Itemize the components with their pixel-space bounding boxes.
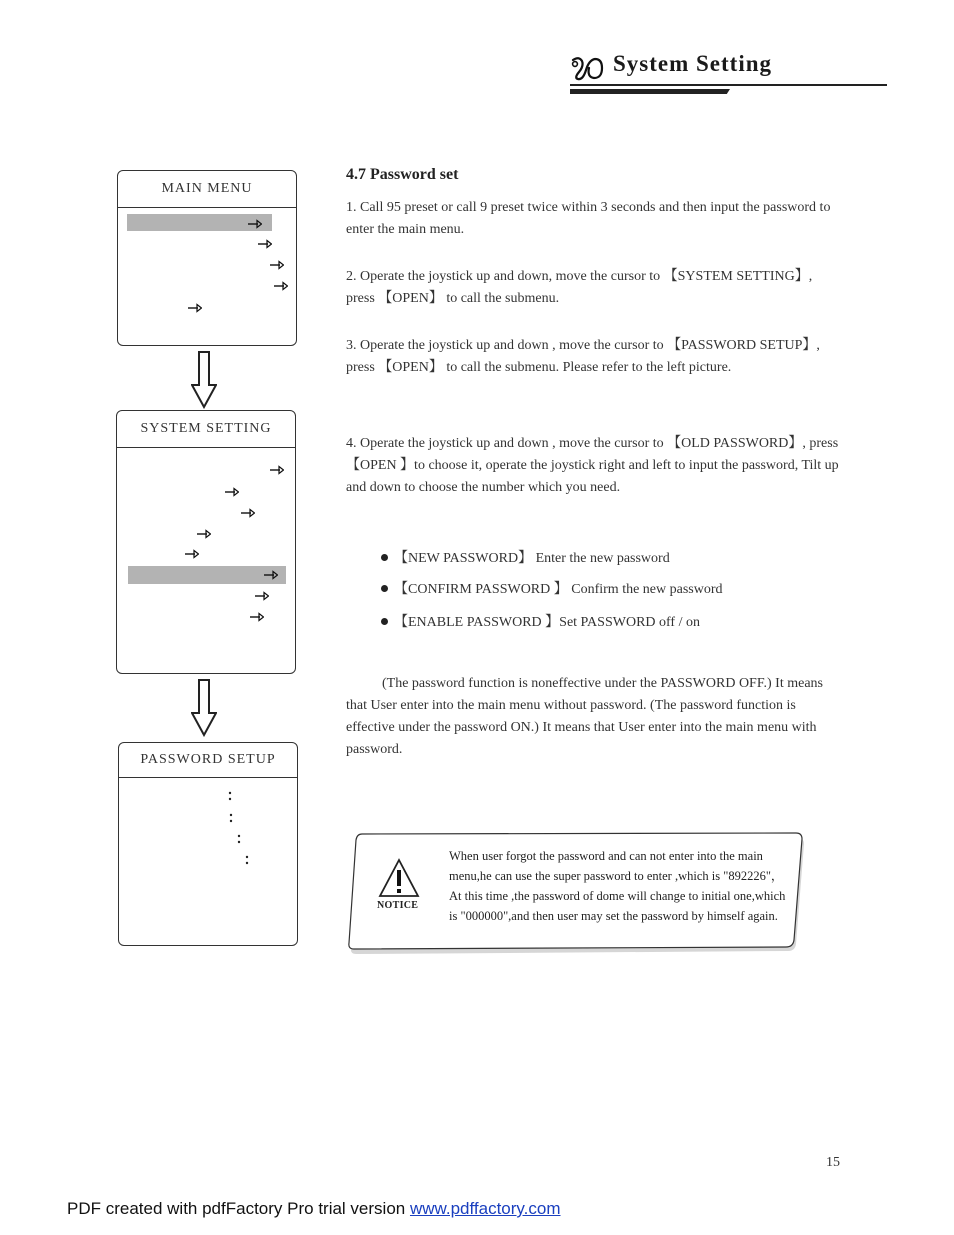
section-title: 4.7 Password set: [346, 166, 459, 183]
main-menu-title: MAIN MENU: [118, 171, 296, 208]
bullet-text: 【NEW PASSWORD】 Enter the new password: [394, 551, 670, 566]
warning-icon: [378, 858, 420, 898]
submenu-arrow-icon: [255, 591, 269, 601]
submenu-arrow-icon: [270, 260, 284, 270]
step-4: 4. Operate the joystick up and down , move the cursor to 【OLD PASSWORD】, press 【OPEN 】to choose it, operate the joystick right and left to input the password, Tilt up and down to choose the number which you need.: [346, 436, 839, 495]
step-3: 3. Operate the joystick up and down , move the cursor to 【PASSWORD SETUP】, press 【OPEN】 to call the submenu. Please refer to the left picture.: [346, 338, 820, 375]
bullet-dot: [381, 585, 388, 592]
password-setup-diagram: [118, 742, 298, 946]
bullet-new-password: [381, 547, 670, 567]
password-explanation: (The password function is noneffective under the PASSWORD OFF.) It means that User enter into the main menu without password. (The password function is effective under the password ON.) It means that User enter into the main menu with password.: [346, 676, 823, 757]
colon-mark: [237, 834, 241, 844]
bullet-confirm-password: [381, 578, 723, 598]
page-header-title: System Setting: [613, 51, 773, 76]
system-setting-diagram: [116, 410, 296, 674]
colon-mark: [228, 791, 232, 801]
colon-mark: [229, 813, 233, 823]
flow-down-arrow-icon: [191, 351, 217, 409]
step-2: 2. Operate the joystick up and down, move the cursor to 【SYSTEM SETTING】, press 【OPEN】 to call the submenu.: [346, 269, 813, 306]
submenu-arrow-icon: [185, 549, 199, 559]
system-setting-title: SYSTEM SETTING: [117, 411, 295, 448]
bullet-dot: [381, 618, 388, 625]
header-logo-icon: [570, 55, 604, 81]
footer-text: PDF created with pdfFactory Pro trial version: [67, 1199, 410, 1218]
bullet-text: 【CONFIRM PASSWORD 】 Confirm the new password: [394, 582, 723, 597]
menu-highlight-bar: [128, 566, 286, 584]
pdffactory-link[interactable]: www.pdffactory.com: [409, 1199, 561, 1218]
submenu-arrow-icon: [250, 612, 264, 622]
submenu-arrow-icon: [248, 219, 262, 229]
flow-down-arrow-icon: [191, 679, 217, 737]
bullet-dot: [381, 554, 388, 561]
bullet-enable-password: [381, 611, 700, 631]
header-rule-thick: [570, 89, 730, 94]
submenu-arrow-icon: [270, 465, 284, 475]
submenu-arrow-icon: [258, 239, 272, 249]
submenu-arrow-icon: [188, 303, 202, 313]
notice-label: NOTICE: [377, 900, 419, 911]
main-menu-diagram: [117, 170, 297, 346]
submenu-arrow-icon: [274, 281, 288, 291]
submenu-arrow-icon: [264, 570, 278, 580]
pdf-footer: [67, 1199, 561, 1219]
submenu-arrow-icon: [197, 529, 211, 539]
submenu-arrow-icon: [241, 508, 255, 518]
notice-text: When user forgot the password and can not enter into the main menu,he can use the super password to enter ,which is "892226"，At this time ,the password of dome will change to initial one,which is "000000",and then user may set the password by himself again.: [449, 849, 786, 923]
bullet-text: 【ENABLE PASSWORD 】Set PASSWORD off / on: [394, 615, 700, 630]
colon-mark: [245, 855, 249, 865]
step-1: 1. Call 95 preset or call 9 preset twice within 3 seconds and then input the password to enter the main menu.: [346, 200, 831, 237]
page-number: 15: [826, 1155, 840, 1170]
header-rule-thin: [570, 84, 887, 86]
submenu-arrow-icon: [225, 487, 239, 497]
password-setup-title: PASSWORD SETUP: [119, 743, 297, 778]
